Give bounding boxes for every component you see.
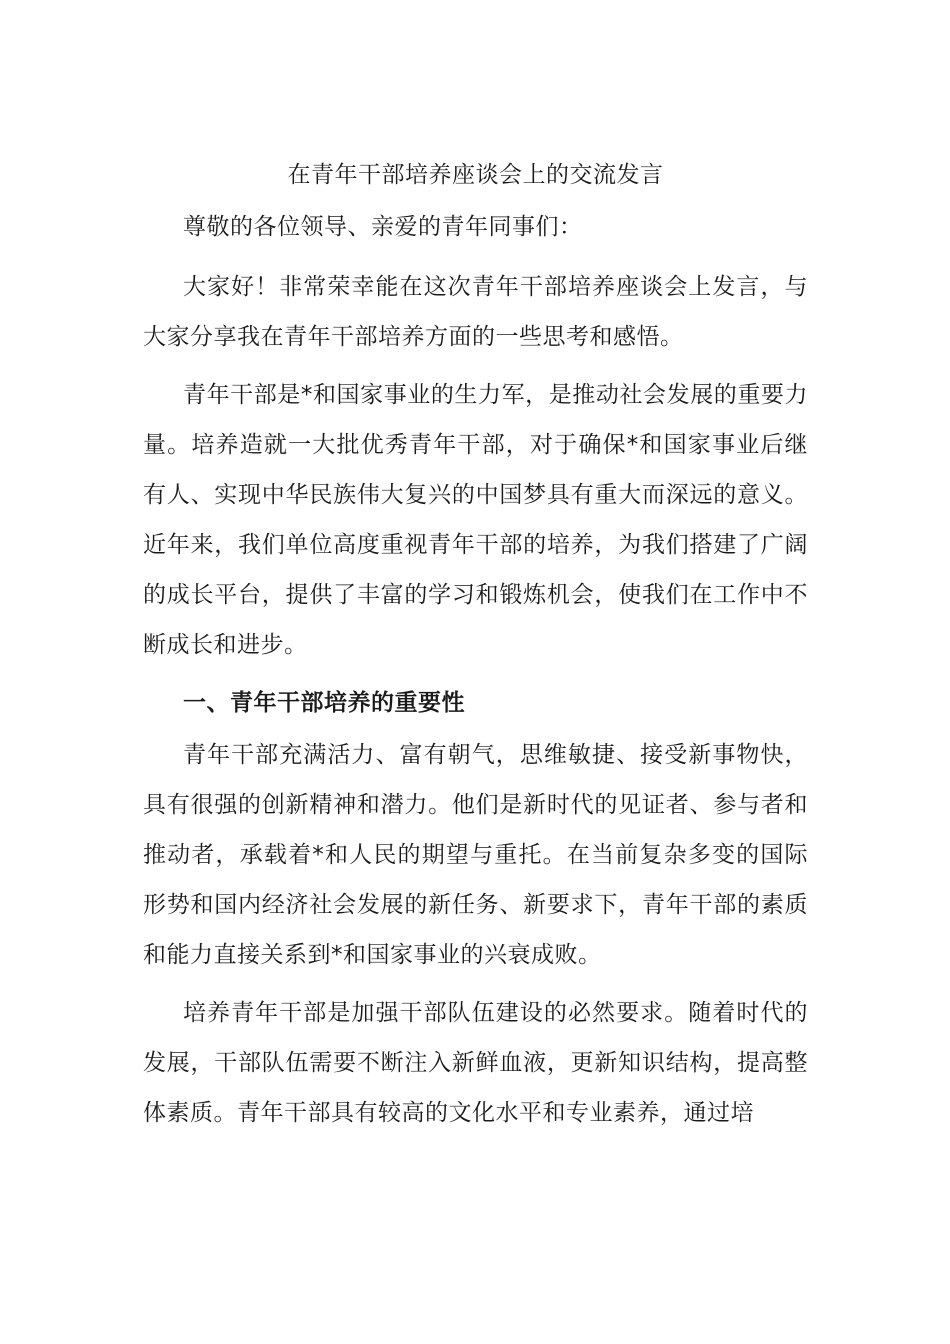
section-heading-importance: 一、青年干部培养的重要性 xyxy=(183,690,465,716)
paragraph-greeting: 大家好！非常荣幸能在这次青年干部培养座谈会上发言，与大家分享我在青年干部培养方面的一些思考和感悟。 xyxy=(143,274,808,350)
paragraph-intro: 青年干部是*和国家事业的生力军，是推动社会发展的重要力量。培养造就一大批优秀青年干部，对于确保*和国家事业后继有人、实现中华民族伟大复兴的中国梦具有重大而深远的意义。近年来，我们单位高度重视青年干部的培养，为我们搭建了广阔的成长平台，提供了丰富的学习和锻炼机会，使我们在工作中不断成长和进步。 xyxy=(143,382,808,658)
document-body xyxy=(143,150,808,1146)
paragraph-importance-2: 培养青年干部是加强干部队伍建设的必然要求。随着时代的发展，干部队伍需要不断注入新鲜血液，更新知识结构，提高整体素质。青年干部具有较高的文化水平和专业素养，通过培 xyxy=(143,1000,808,1126)
paragraph-importance-1: 青年干部充满活力、富有朝气，思维敏捷、接受新事物快，具有很强的创新精神和潜力。他们是新时代的见证者、参与者和推动者，承载着*和人民的期望与重托。在当前复杂多变的国际形势和国内经济社会发展的新任务、新要求下，青年干部的素质和能力直接关系到*和国家事业的兴衰成败。 xyxy=(143,742,808,968)
salutation: 尊敬的各位领导、亲爱的青年同事们： xyxy=(183,214,583,240)
document-title: 在青年干部培养座谈会上的交流发言 xyxy=(287,162,664,188)
